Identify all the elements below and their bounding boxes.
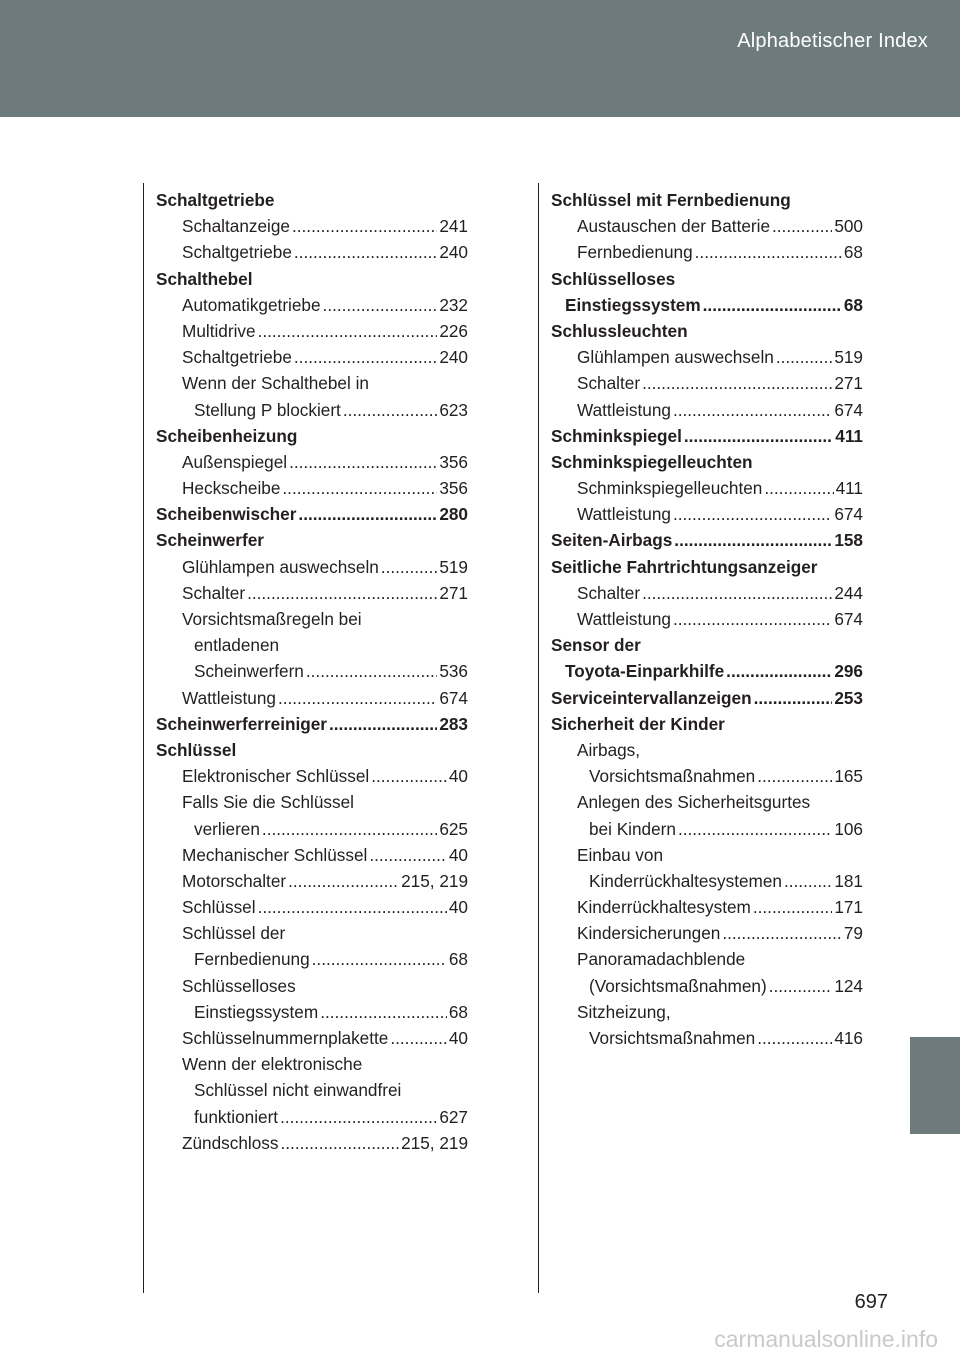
- index-entry: [551, 606, 863, 632]
- dot-leader: [329, 711, 437, 737]
- dot-leader: [784, 868, 832, 894]
- dot-leader: [371, 763, 447, 789]
- dot-leader: [298, 501, 437, 527]
- section-title: Alphabetischer Index: [737, 30, 928, 52]
- entry-text: Seiten-Airbags: [551, 530, 673, 551]
- index-entry: [551, 868, 863, 894]
- entry-text: Vorsichtsmaßnahmen: [589, 1028, 756, 1048]
- entry-text: Wenn der Schalthebel in: [182, 373, 369, 394]
- dot-leader: [280, 1104, 437, 1130]
- dot-leader: [772, 213, 832, 239]
- index-heading: [551, 658, 863, 684]
- index-heading: [156, 266, 468, 292]
- entry-text: Glühlampen auswechseln: [182, 556, 379, 577]
- dot-leader: [258, 318, 438, 344]
- index-heading: [551, 711, 863, 737]
- entry-text: Automatikgetriebe: [182, 294, 321, 315]
- page-reference: 519: [834, 347, 863, 368]
- entry-text: Schaltanzeige: [182, 216, 290, 237]
- entry-text: Heckscheibe: [182, 478, 281, 499]
- entry-text: Schlüsselloses: [182, 975, 296, 996]
- dot-leader: [306, 658, 437, 684]
- index-entry: [551, 920, 863, 946]
- index-entry: [156, 213, 468, 239]
- entry-text: Austauschen der Batterie: [577, 216, 770, 237]
- dot-leader: [757, 1025, 832, 1051]
- page-reference: 232: [439, 294, 468, 315]
- index-heading: [551, 527, 863, 553]
- dot-leader: [703, 292, 842, 318]
- page-reference: 411: [835, 478, 863, 499]
- index-heading: [156, 527, 468, 553]
- entry-text: Einstiegssystem: [565, 294, 701, 315]
- page-reference: 79: [843, 923, 863, 944]
- entry-text: Seitliche Fahrtrichtungsanzeiger: [551, 556, 818, 577]
- entry-text: Stellung P blockiert: [194, 399, 341, 420]
- index-entry: [551, 397, 863, 423]
- dot-leader: [258, 894, 447, 920]
- index-heading: [551, 449, 863, 475]
- page-reference: 240: [439, 242, 468, 263]
- page-header: [0, 0, 960, 117]
- dot-leader: [288, 868, 399, 894]
- index-heading: [156, 711, 468, 737]
- index-entry: [551, 475, 863, 501]
- page-reference: 674: [834, 504, 863, 525]
- page-reference: 68: [843, 294, 863, 315]
- dot-leader: [673, 501, 832, 527]
- page-reference: 241: [439, 216, 468, 237]
- index-heading: [156, 501, 468, 527]
- page-reference: 106: [834, 818, 863, 839]
- index-entry: [156, 580, 468, 606]
- entry-text: Schlüsselloses: [551, 268, 676, 289]
- page-reference: 40: [448, 766, 468, 787]
- entry-text: Vorsichtsmaßnahmen: [589, 766, 756, 787]
- page-reference: 411: [835, 425, 863, 446]
- entry-text: Schlüssel mit Fernbedienung: [551, 190, 791, 210]
- entry-text: Schlüssel der: [182, 923, 286, 944]
- entry-text: Multidrive: [182, 320, 256, 341]
- index-entry: [156, 554, 468, 580]
- index-heading: [551, 292, 863, 318]
- dot-leader: [390, 1025, 447, 1051]
- dot-leader: [292, 213, 437, 239]
- index-heading: [156, 737, 468, 763]
- entry-text: Wattleistung: [182, 687, 276, 708]
- entry-text: funktioniert: [194, 1106, 279, 1127]
- entry-text: Schaltgetriebe: [182, 347, 292, 368]
- dot-leader: [282, 475, 437, 501]
- entry-text: Kinderrückhaltesystem: [577, 897, 751, 918]
- dot-leader: [262, 816, 437, 842]
- entry-text: Wattleistung: [577, 504, 671, 525]
- index-entry: [156, 999, 468, 1025]
- entry-text: bei Kindern: [589, 818, 676, 839]
- index-entry: [156, 1104, 468, 1130]
- entry-text: Schaltgetriebe: [182, 242, 292, 263]
- page-reference: 356: [439, 451, 468, 472]
- entry-text: Scheibenwischer: [156, 504, 297, 525]
- page-number: 697: [854, 1291, 888, 1313]
- dot-leader: [289, 449, 437, 475]
- page-reference: 171: [834, 897, 863, 918]
- index-entry: [156, 1130, 468, 1156]
- dot-leader: [764, 475, 833, 501]
- index-heading: [551, 187, 863, 213]
- index-entry: [551, 894, 863, 920]
- entry-text: Panoramadachblende: [577, 949, 746, 970]
- entry-text: Wattleistung: [577, 609, 671, 629]
- entry-text: Glühlampen auswechseln: [577, 347, 774, 368]
- page-reference: 244: [834, 582, 863, 603]
- entry-text: Mechanischer Schlüssel: [182, 844, 368, 865]
- page-reference: 623: [439, 399, 468, 420]
- index-heading: [551, 318, 863, 344]
- index-entry: [551, 763, 863, 789]
- right-column-rule: [538, 183, 539, 1293]
- entry-text: Schlüsselnummernplakette: [182, 1028, 389, 1048]
- index-entry: [551, 344, 863, 370]
- index-heading: [551, 266, 863, 292]
- page-reference: 240: [439, 347, 468, 368]
- index-entry: [156, 449, 468, 475]
- index-entry: [156, 763, 468, 789]
- page-reference: 500: [834, 216, 863, 237]
- index-entry: [551, 973, 863, 999]
- page-reference: 181: [834, 870, 863, 891]
- dot-leader: [754, 685, 833, 711]
- entry-text: Fernbedienung: [577, 242, 693, 263]
- entry-text: Kindersicherungen: [577, 923, 721, 944]
- entry-text: Anlegen des Sicherheitsgurtes: [577, 792, 811, 813]
- dot-leader: [684, 423, 833, 449]
- index-entry: [156, 475, 468, 501]
- entry-text: Scheinwerferreiniger: [156, 713, 327, 734]
- entry-text: Schalthebel: [156, 268, 253, 289]
- page-reference: 226: [439, 320, 468, 341]
- page-reference: 356: [439, 478, 468, 499]
- page-reference: 519: [439, 556, 468, 577]
- index-entry: [156, 292, 468, 318]
- index-entry: [156, 1051, 468, 1077]
- entry-text: Scheinwerfern: [194, 661, 304, 682]
- index-entry: [551, 946, 863, 972]
- page-reference: 40: [448, 897, 468, 918]
- index-entry: [156, 920, 468, 946]
- page-reference: 68: [448, 1001, 468, 1022]
- entry-text: Vorsichtsmaßregeln bei: [182, 609, 362, 629]
- dot-leader: [753, 894, 832, 920]
- dot-leader: [678, 816, 832, 842]
- index-entry: [551, 816, 863, 842]
- index-entry: [551, 501, 863, 527]
- dot-leader: [674, 527, 832, 553]
- page-reference: 40: [448, 1028, 468, 1048]
- entry-text: Schalter: [577, 582, 641, 603]
- dot-leader: [642, 370, 832, 396]
- dot-leader: [769, 973, 833, 999]
- index-entry: [156, 842, 468, 868]
- page-reference: 165: [834, 766, 863, 787]
- page-reference: 215, 219: [401, 1132, 468, 1153]
- dot-leader: [695, 239, 842, 265]
- entry-text: Schalter: [182, 582, 246, 603]
- entry-text: Scheinwerfer: [156, 530, 264, 551]
- dot-leader: [294, 239, 437, 265]
- entry-text: Schminkspiegelleuchten: [577, 478, 763, 499]
- chapter-tab: [910, 1037, 960, 1134]
- entry-text: Wenn der elektronische: [182, 1054, 363, 1075]
- dot-leader: [673, 606, 832, 632]
- index-entry: [156, 894, 468, 920]
- page-reference: 215, 219: [401, 870, 468, 891]
- entry-text: (Vorsichtsmaßnahmen): [589, 975, 767, 996]
- page-reference: 253: [834, 687, 863, 708]
- dot-leader: [722, 920, 842, 946]
- entry-text: Schlüssel: [182, 897, 256, 918]
- entry-text: Schminkspiegelleuchten: [551, 451, 753, 472]
- page-reference: 627: [439, 1106, 468, 1127]
- index-entry: [551, 580, 863, 606]
- dot-leader: [278, 685, 437, 711]
- index-entry: [551, 1025, 863, 1051]
- entry-text: Schlüssel: [156, 739, 237, 760]
- page-reference: 40: [448, 844, 468, 865]
- dot-leader: [312, 946, 447, 972]
- entry-text: Einstiegssystem: [194, 1001, 319, 1022]
- entry-text: Falls Sie die Schlüssel: [182, 792, 354, 813]
- index-entry: [156, 685, 468, 711]
- entry-text: entladenen: [194, 635, 280, 656]
- index-entry: [156, 344, 468, 370]
- dot-leader: [776, 344, 832, 370]
- index-entry: [156, 658, 468, 684]
- page-reference: 416: [834, 1028, 863, 1048]
- dot-leader: [281, 1130, 400, 1156]
- dot-leader: [369, 842, 447, 868]
- page-reference: 271: [439, 582, 468, 603]
- page-reference: 296: [834, 661, 863, 682]
- index-heading: [551, 685, 863, 711]
- index-entry: [156, 397, 468, 423]
- dot-leader: [381, 554, 437, 580]
- entry-text: Außenspiegel: [182, 451, 288, 472]
- index-entry: [551, 370, 863, 396]
- page-reference: 536: [439, 661, 468, 682]
- entry-text: Toyota-Einparkhilfe: [565, 661, 725, 682]
- entry-text: Wattleistung: [577, 399, 671, 420]
- dot-leader: [757, 763, 832, 789]
- index-heading: [551, 632, 863, 658]
- index-heading: [156, 423, 468, 449]
- page-reference: 674: [834, 609, 863, 629]
- page-reference: 283: [439, 713, 468, 734]
- entry-text: Zündschloss: [182, 1132, 279, 1153]
- entry-text: Schaltgetriebe: [156, 190, 275, 210]
- left-column-rule: [143, 183, 144, 1293]
- index-entry: [551, 789, 863, 815]
- entry-text: Sicherheit der Kinder: [551, 713, 725, 734]
- index-entry: [156, 239, 468, 265]
- dot-leader: [673, 397, 832, 423]
- entry-text: Kinderrückhaltesystemen: [589, 870, 782, 891]
- index-heading: [551, 423, 863, 449]
- entry-text: Scheibenheizung: [156, 425, 298, 446]
- index-entry: [156, 973, 468, 999]
- index-entry: [156, 1077, 468, 1103]
- entry-text: Schminkspiegel: [551, 425, 682, 446]
- entry-text: Schlussleuchten: [551, 320, 688, 341]
- dot-leader: [320, 999, 447, 1025]
- index-entry: [156, 370, 468, 396]
- entry-text: Elektronischer Schlüssel: [182, 766, 370, 787]
- index-entry: [156, 868, 468, 894]
- index-column-right: [551, 187, 863, 1051]
- index-entry: [156, 816, 468, 842]
- index-entry: [551, 213, 863, 239]
- index-entry: [156, 318, 468, 344]
- dot-leader: [642, 580, 832, 606]
- index-entry: [156, 606, 468, 632]
- index-entry: [156, 1025, 468, 1051]
- page-reference: 674: [439, 687, 468, 708]
- entry-text: Motorschalter: [182, 870, 287, 891]
- dot-leader: [726, 658, 832, 684]
- page-reference: 625: [439, 818, 468, 839]
- entry-text: Einbau von: [577, 844, 664, 865]
- page-reference: 68: [843, 242, 863, 263]
- entry-text: Schlüssel nicht einwandfrei: [194, 1080, 402, 1101]
- index-entry: [156, 632, 468, 658]
- entry-text: Fernbedienung: [194, 949, 310, 970]
- index-entry: [156, 946, 468, 972]
- index-heading: [156, 187, 468, 213]
- index-entry: [551, 999, 863, 1025]
- index-entry: [551, 239, 863, 265]
- page-reference: 158: [834, 530, 863, 551]
- dot-leader: [294, 344, 437, 370]
- dot-leader: [247, 580, 437, 606]
- entry-text: Airbags,: [577, 739, 641, 760]
- page-reference: 124: [834, 975, 863, 996]
- dot-leader: [343, 397, 437, 423]
- page-reference: 271: [834, 373, 863, 394]
- index-entry: [156, 789, 468, 815]
- entry-text: Sensor der: [551, 635, 641, 656]
- entry-text: Sitzheizung,: [577, 1001, 671, 1022]
- page-reference: 68: [448, 949, 468, 970]
- dot-leader: [323, 292, 438, 318]
- entry-text: Serviceintervallanzeigen: [551, 687, 752, 708]
- index-entry: [551, 737, 863, 763]
- index-heading: [551, 554, 863, 580]
- entry-text: verlieren: [194, 818, 260, 839]
- index-entry: [551, 842, 863, 868]
- page-reference: 280: [439, 504, 468, 525]
- entry-text: Schalter: [577, 373, 641, 394]
- page-reference: 674: [834, 399, 863, 420]
- watermark: carmanualsonline.info: [714, 1326, 938, 1352]
- index-column-left: [156, 187, 468, 1156]
